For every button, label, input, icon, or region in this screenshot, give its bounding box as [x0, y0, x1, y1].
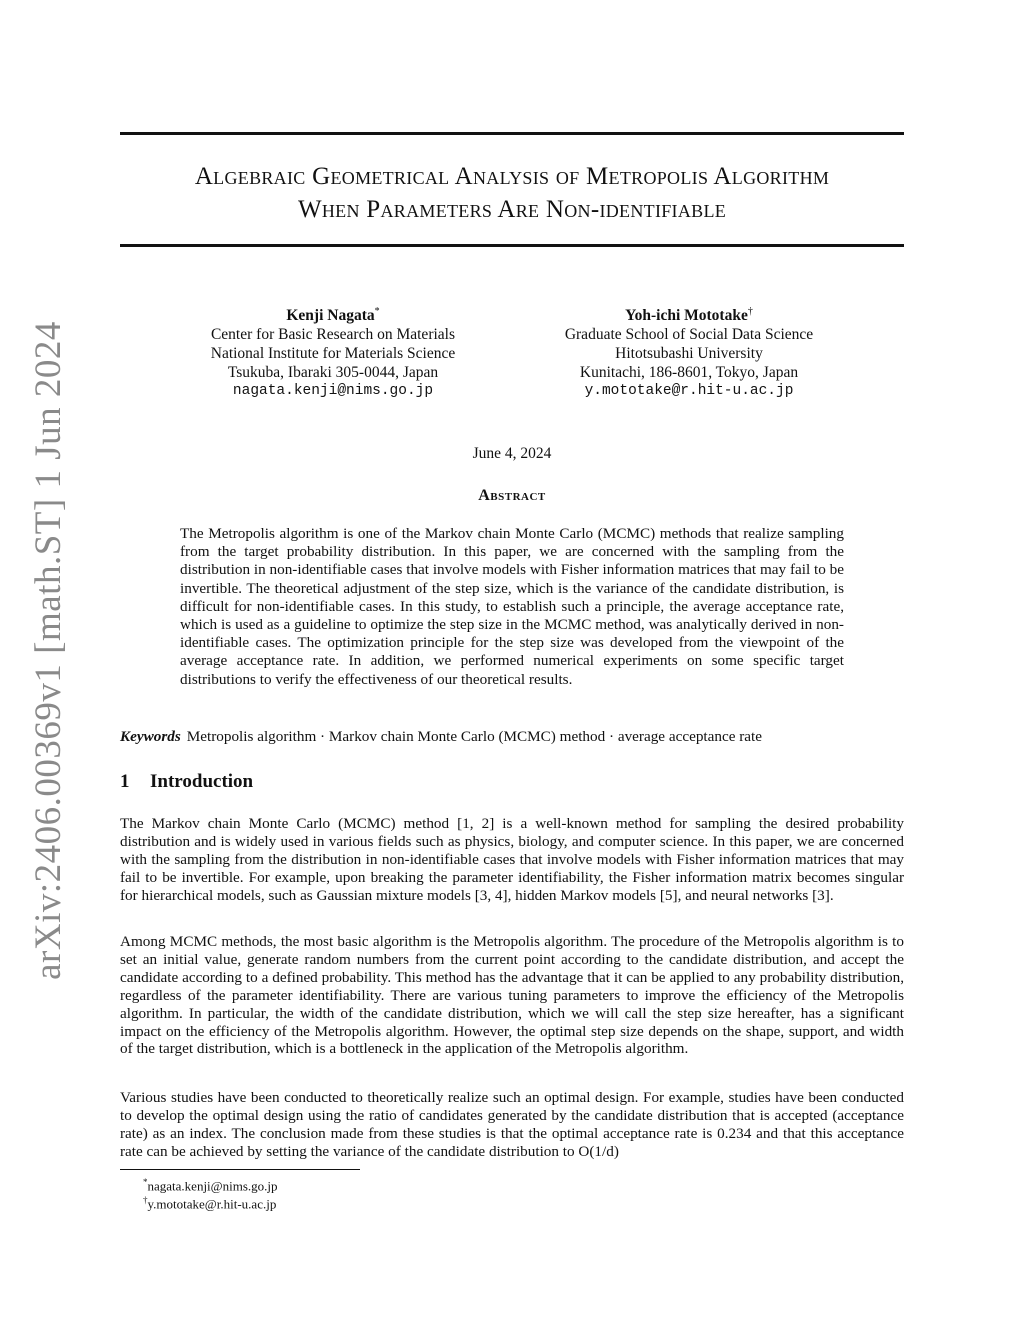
abstract-text: The Metropolis algorithm is one of the Markov chain Monte Carlo (MCMC) methods that realize sampling from the target probability distribution. In this paper, we are concerned with the sampling from the distribution in non-identifiable cases that involve models with Fisher information matrices that may fail to be invertible. The theoretical adjustment of the step size, which is the variance of the candidate distribution, is difficult for non-identifiable cases. In this study, to establish such a principle, the average acceptance rate, which is used as a guideline to optimize the step size in the MCMC method, was analytically derived in non-identifiable cases. The optimization principle for the step size was developed from the viewpoint of the average acceptance rate. In addition, we performed numerical experiments on some specific target distributions to verify the effectiveness of our theoretical results.	[180, 525, 844, 688]
title-line-1: Algebraic Geometrical Analysis of Metropolis Algorithm	[194, 163, 830, 190]
author-block-2	[489, 302, 889, 401]
arxiv-watermark	[18, 320, 78, 980]
section-title: Introduction	[150, 771, 254, 792]
footnote-text: y.mototake@r.hit-u.ac.jp	[147, 1196, 277, 1212]
footnote-2	[143, 1192, 276, 1212]
keywords	[120, 728, 904, 746]
author-affiliation: Graduate School of Social Data Science	[564, 326, 814, 344]
arxiv-id: arXiv:2406.00369v1 [math.ST] 1 Jun 2024	[27, 320, 69, 980]
author-email[interactable]: nagata.kenji@nims.go.jp	[232, 383, 434, 400]
intro-paragraph-3: Various studies have been conducted to theoretically realize such an optimal design. For example, studies have been conducted to develop the optimal design using the ratio of candidates generated by the candidate distribution that is accepted (acceptance rate) as an index. The conclusion made from these studies is that the optimal acceptance rate is 0.234 and that this acceptance rate can be achieved by setting the variance of the candidate distribution to O(1/d)	[120, 1089, 904, 1160]
author-email[interactable]: y.mototake@r.hit-u.ac.jp	[584, 383, 794, 400]
intro-paragraph-2: Among MCMC methods, the most basic algorithm is the Metropolis algorithm. The procedure of the Metropolis algorithm is to set an initial value, generate random numbers from the current point according to the candidate distribution, and accept the candidate according to a defined probability. This method has the advantage that it can be applied to any probability distribution, regardless of the parameter identifiability. There are various tuning parameters to improve the efficiency of the Metropolis algorithm. In particular, the width of the candidate distribution, which we will call the step size hereafter, has a significant impact on the efficiency of the Metropolis algorithm. However, the optimal step size depends on the shape, support, and width of the target distribution, which is a bottleneck in the application of the Metropolis algorithm.	[120, 933, 904, 1058]
section-heading	[120, 771, 253, 793]
author-affiliation: National Institute for Materials Science	[210, 345, 456, 363]
publication-date: June 4, 2024	[472, 445, 552, 462]
section-number: 1	[120, 771, 130, 792]
author-mark: *	[374, 306, 380, 317]
footnote-mark: †	[143, 1195, 148, 1205]
keywords-list: Metropolis algorithm · Markov chain Monte Carlo (MCMC) method · average acceptance rate	[186, 728, 762, 745]
author-name: Yoh-ichi Mototake	[625, 307, 748, 325]
paper-title	[120, 160, 904, 226]
author-mark: †	[747, 306, 753, 317]
author-name: Kenji Nagata	[286, 307, 375, 325]
author-address: Tsukuba, Ibaraki 305-0044, Japan	[227, 364, 439, 382]
author-address: Kunitachi, 186-8601, Tokyo, Japan	[579, 364, 799, 382]
author-affiliation: Center for Basic Research on Materials	[210, 326, 456, 344]
footnote-rule	[120, 1169, 360, 1170]
author-block-1	[133, 302, 533, 401]
author-affiliation: Hitotsubashi University	[615, 345, 763, 363]
keywords-label: Keywords	[120, 728, 181, 745]
intro-paragraph-1: The Markov chain Monte Carlo (MCMC) method [1, 2] is a well-known method for sampling the desired probability distribution and is widely used in various fields such as physics, biology, and computer science. In this paper, we are concerned with the sampling from the distribution in non-identifiable cases that involve models with Fisher information matrices that may fail to be invertible. For example, upon breaking the parameter identifiability, the Fisher information matrix becomes singular for hierarchical models, such as Gaussian mixture models [3, 4], hidden Markov models [5], and neural networks [3].	[120, 815, 904, 904]
footnote-text: nagata.kenji@nims.go.jp	[147, 1178, 278, 1194]
title-bottom-rule	[120, 244, 904, 247]
abstract-heading: Abstract	[478, 487, 546, 504]
title-top-rule	[120, 132, 904, 135]
footnote-mark: *	[143, 1177, 148, 1187]
title-line-2: When Parameters Are Non-identifiable	[297, 196, 727, 223]
